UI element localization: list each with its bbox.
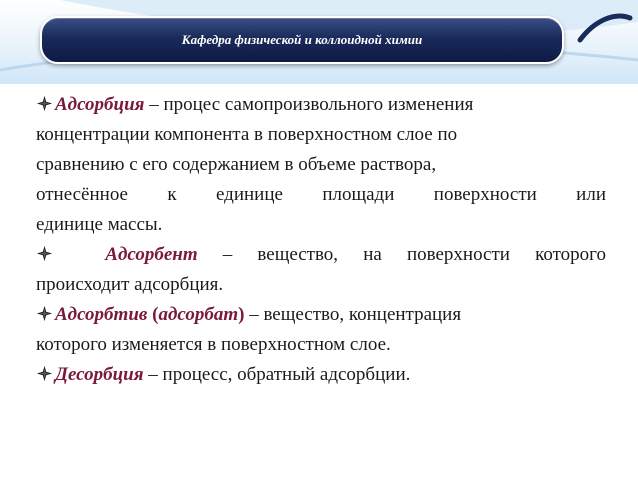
slide-content xyxy=(36,90,606,390)
diamond-bullet-icon xyxy=(36,305,53,322)
bullet-item-desorption xyxy=(36,360,606,390)
definition-line: – процес самопроизвольного изменения xyxy=(144,94,474,115)
header-title-pill xyxy=(40,16,564,64)
paren-close: ) xyxy=(238,304,245,325)
definition-line: – вещество, концентрация xyxy=(244,304,462,325)
definition-line: – процесс, обратный адсорбции. xyxy=(143,364,411,385)
page-title: Кафедра физической и коллоидной химии xyxy=(181,32,423,47)
bullet-item-adsorbtive xyxy=(36,300,606,360)
term-adsorbtive: Адсорбтив xyxy=(55,304,148,325)
diamond-bullet-icon xyxy=(36,95,53,112)
term-adsorption: Адсорбция xyxy=(55,94,145,115)
paren-open: ( xyxy=(147,304,159,325)
definition-line: отнесённое к единице площади поверхности или xyxy=(36,184,606,205)
definition-line: которого изменяется в поверхностном слое. xyxy=(36,334,391,355)
bullet-item-adsorbent xyxy=(36,240,606,300)
definition-line: сравнению с его содержанием в объеме раствора, xyxy=(36,154,437,175)
term-adsorbent: Адсорбент xyxy=(105,244,198,265)
term-desorption: Десорбция xyxy=(55,364,144,385)
diamond-bullet-icon xyxy=(36,365,53,382)
definition-line: происходит адсорбция. xyxy=(36,274,224,295)
term-adsorbate: адсорбат xyxy=(158,304,239,325)
definition-line: – вещество, на поверхности которого xyxy=(197,244,606,265)
diamond-bullet-icon xyxy=(36,245,53,262)
header-band xyxy=(0,0,638,84)
definition-line: концентрации компонента в поверхностном слое по xyxy=(36,124,458,145)
bullet-item-adsorption xyxy=(36,90,606,240)
definition-line: единице массы. xyxy=(36,214,163,235)
